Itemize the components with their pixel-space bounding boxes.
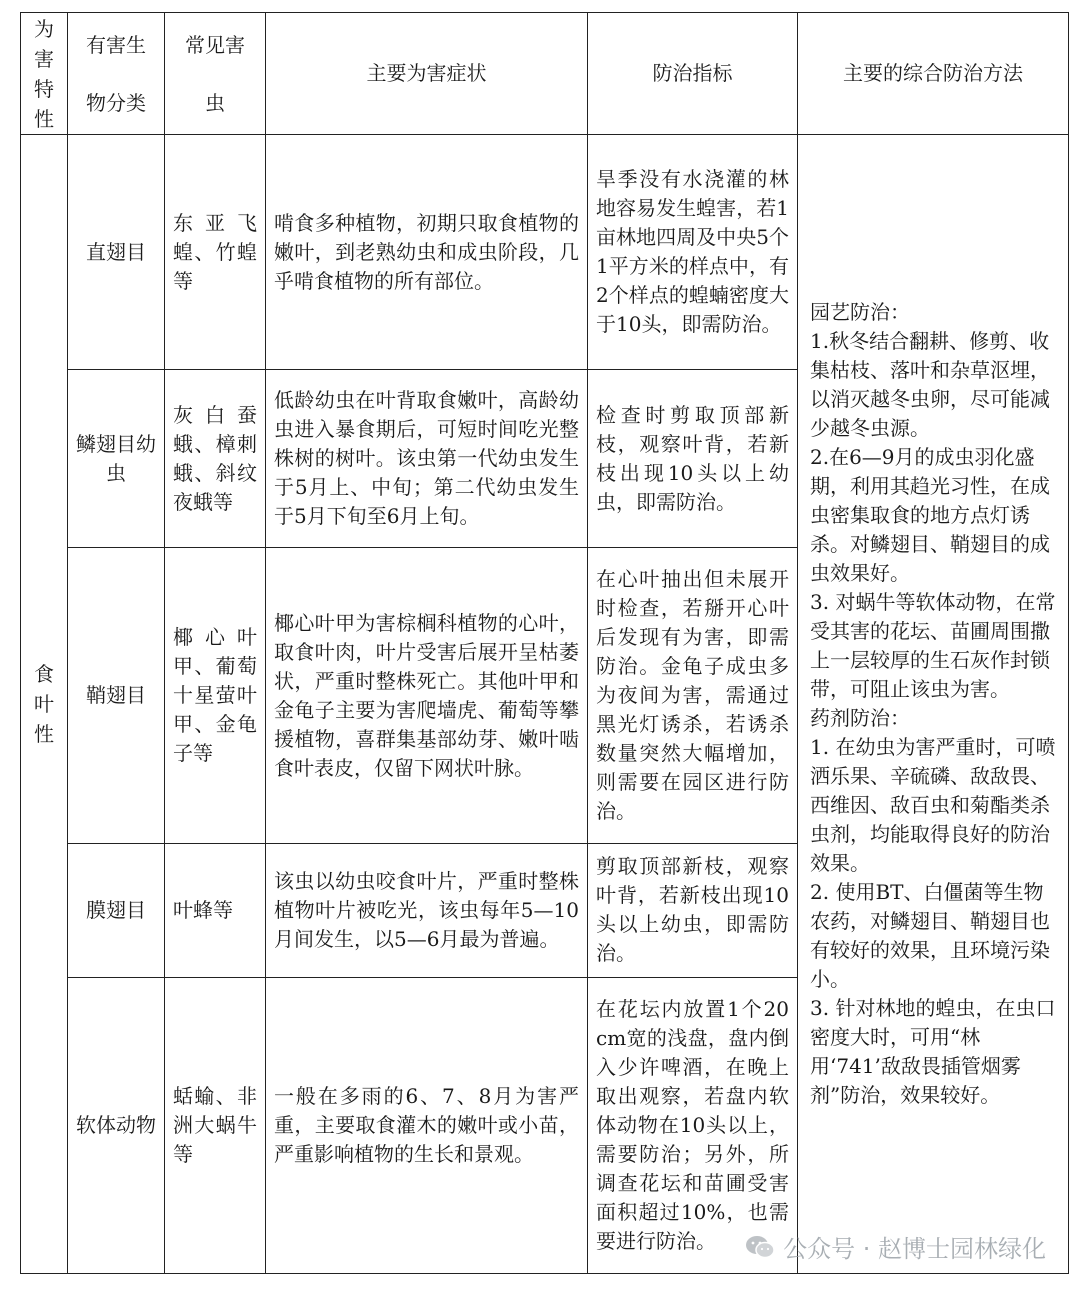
header-trait-text: 为害特性	[34, 16, 54, 131]
row-pest: 椰心叶甲、葡萄十星萤叶甲、金龟子等	[165, 548, 266, 843]
row-indicator: 旱季没有水浇灌的林地容易发生蝗害，若1亩林地四周及中央5个1平方米的样点中，有2个样点的蝗蝻密度大于10头，即需防治。	[588, 135, 798, 370]
header-class: 有害生 物分类	[68, 13, 165, 135]
row-class: 直翅目	[68, 135, 165, 370]
row-class: 膜翅目	[68, 843, 165, 977]
table-row	[21, 135, 1069, 370]
row-class: 鞘翅目	[68, 548, 165, 843]
header-indicator: 防治指标	[588, 13, 798, 135]
row-indicator: 检查时剪取顶部新枝，观察叶背，若新枝出现10头以上幼虫，即需防治。	[588, 370, 798, 548]
header-row	[21, 13, 1069, 135]
row-pest: 灰白蚕蛾、樟刺蛾、斜纹夜蛾等	[165, 370, 266, 548]
watermark-text: 公众号 · 赵博士园林绿化	[783, 1235, 1046, 1263]
header-methods: 主要的综合防治方法	[798, 13, 1069, 135]
header-symptoms: 主要为害症状	[266, 13, 588, 135]
row-pest: 东亚飞蝗、竹蝗等	[165, 135, 266, 370]
row-indicator: 在心叶抽出但未展开时检查，若掰开心叶后发现有为害，即需防治。金龟子成虫多为夜间为害，需通过黑光灯诱杀，若诱杀数量突然大幅增加，则需要在园区进行防治。	[588, 548, 798, 843]
row-symptoms: 啃食多种植物，初期只取食植物的嫩叶，到老熟幼虫和成虫阶段，几乎啃食植物的所有部位。	[266, 135, 588, 370]
row-indicator: 剪取顶部新枝，观察叶背，若新枝出现10头以上幼虫，即需防治。	[588, 843, 798, 977]
trait-value: 食叶性	[34, 662, 54, 747]
row-pest: 蛞蝓、非洲大蜗牛等	[165, 977, 266, 1273]
row-symptoms: 低龄幼虫在叶背取食嫩叶，高龄幼虫进入暴食期后，可短时间吃光整株树的树叶。该虫第一代幼虫发生于5月上、中旬；第二代幼虫发生于5月下旬至6月上旬。	[266, 370, 588, 548]
row-indicator: 在花坛内放置1个20 cm宽的浅盘，盘内倒入少许啤酒，在晚上取出观察，若盘内软体动物在10头以上，需要防治；另外，所调查花坛和苗圃受害面积超过10%，也需要进行防治。	[588, 977, 798, 1273]
row-symptoms: 一般在多雨的6、7、8月为害严重，主要取食灌木的嫩叶或小苗，严重影响植物的生长和景观。	[266, 977, 588, 1273]
header-pest: 常见害 虫	[165, 13, 266, 135]
row-class: 鳞翅目幼虫	[68, 370, 165, 548]
trait-cell	[21, 135, 68, 1274]
header-trait	[21, 13, 68, 135]
methods-cell: 园艺防治： 1.秋冬结合翻耕、修剪、收集枯枝、落叶和杂草沤埋，以消灭越冬虫卵，尽可能减少越冬虫源。 2.在6—9月的成虫羽化盛期，利用其趋光习性，在成虫密集取食的地方点灯诱杀。对鳞翅目、鞘翅目的成虫效果好。 3. 对蜗牛等软体动物，在常受其害的花坛、苗圃周围撒上一层较厚的生石灰作封锁带，可阻止该虫为害。 药剂防治： 1. 在幼虫为害严重时，可喷洒乐果、辛硫磷、敌敌畏、西维因、敌百虫和菊酯类杀虫剂，均能取得良好的防治效果。 2. 使用BT、白僵菌等生物农药，对鳞翅目、鞘翅目也有较好的效果，且环境污染小。 3. 针对林地的蝗虫，在虫口密度大时，可用“林用‘741’敌敌畏插管烟雾剂”防治，效果较好。	[798, 135, 1069, 1274]
row-symptoms: 该虫以幼虫咬食叶片，严重时整株植物叶片被吃光，该虫每年5—10月间发生，以5—6月最为普遍。	[266, 843, 588, 977]
row-pest: 叶蜂等	[165, 843, 266, 977]
row-class: 软体动物	[68, 977, 165, 1273]
pest-control-table	[20, 12, 1069, 1274]
row-symptoms: 椰心叶甲为害棕榈科植物的心叶，取食叶肉，叶片受害后展开呈枯萎状，严重时整株死亡。其他叶甲和金龟子主要为害爬墙虎、葡萄等攀援植物，喜群集基部幼芽、嫩叶啮食叶表皮，仅留下网状叶脉。	[266, 548, 588, 843]
